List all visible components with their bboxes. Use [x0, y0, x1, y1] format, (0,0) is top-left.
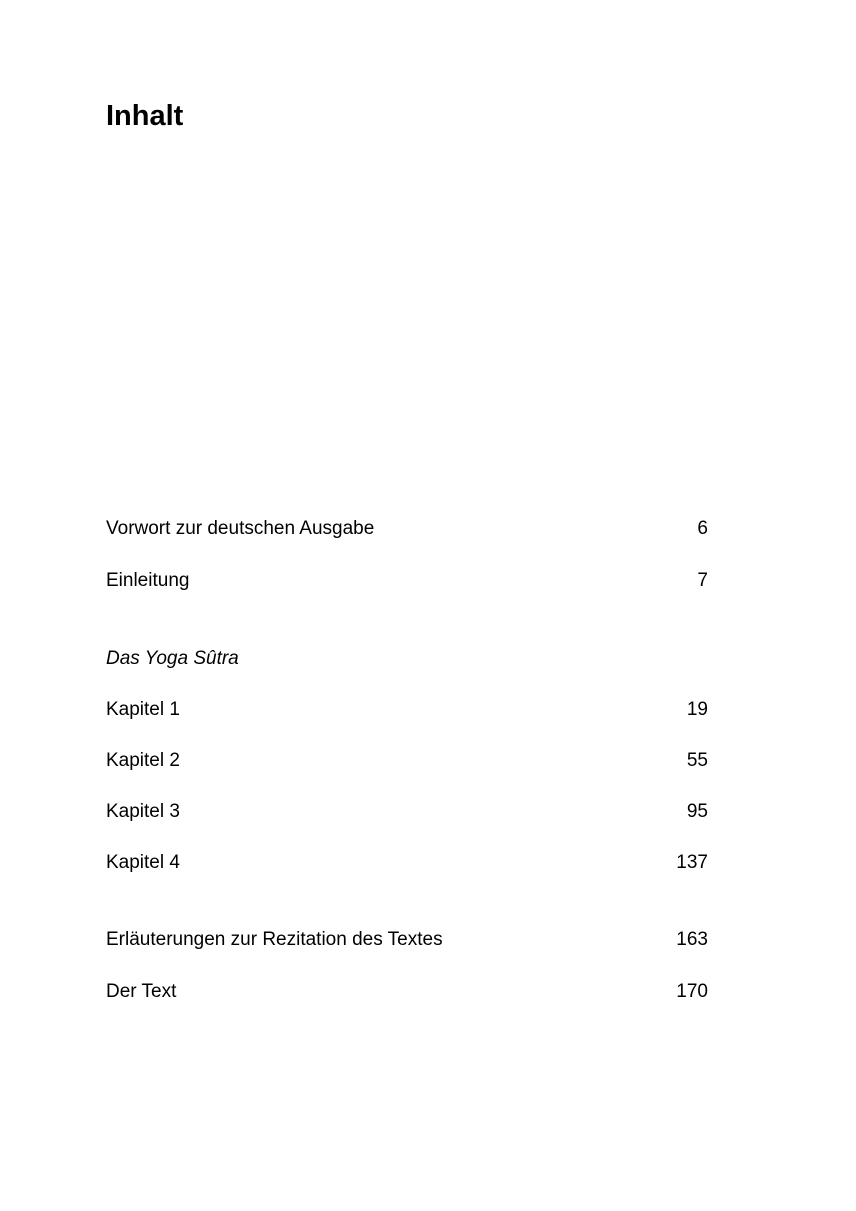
toc-entry-label: Der Text	[106, 981, 177, 1002]
toc-entry-page-number: 137	[676, 852, 708, 873]
toc-entry-page-number: 19	[686, 699, 708, 720]
toc-entry-page-number: 7	[697, 570, 708, 591]
toc-entry-label: Einleitung	[106, 570, 190, 591]
toc-entry-kapitel-2[interactable]	[106, 748, 708, 774]
toc-entry-der-text[interactable]	[106, 979, 708, 1005]
toc-entry-label: Kapitel 3	[106, 801, 180, 822]
toc-entry-page-number: 170	[676, 981, 708, 1002]
toc-entry-kapitel-3[interactable]	[106, 799, 708, 825]
toc-entry-page-number: 55	[686, 750, 708, 771]
toc-entry-page-number: 163	[676, 929, 708, 950]
toc-entry-label: Kapitel 1	[106, 699, 180, 720]
toc-entry-vorwort[interactable]	[106, 516, 708, 542]
toc-entry-kapitel-4[interactable]	[106, 850, 708, 876]
page-title: Inhalt	[106, 100, 184, 132]
toc-entry-einleitung[interactable]	[106, 568, 708, 594]
toc-section-heading: Das Yoga Sûtra	[106, 648, 239, 669]
toc-entry-label: Kapitel 2	[106, 750, 180, 771]
toc-entry-erlaeuterungen[interactable]	[106, 927, 708, 953]
toc-entry-label: Erläuterungen zur Rezitation des Textes	[106, 929, 443, 950]
toc-entry-label: Vorwort zur deutschen Ausgabe	[106, 518, 375, 539]
toc-entry-kapitel-1[interactable]	[106, 697, 708, 723]
toc-entry-page-number: 6	[697, 518, 708, 539]
toc-entry-label: Kapitel 4	[106, 852, 180, 873]
toc-entry-page-number: 95	[686, 801, 708, 822]
